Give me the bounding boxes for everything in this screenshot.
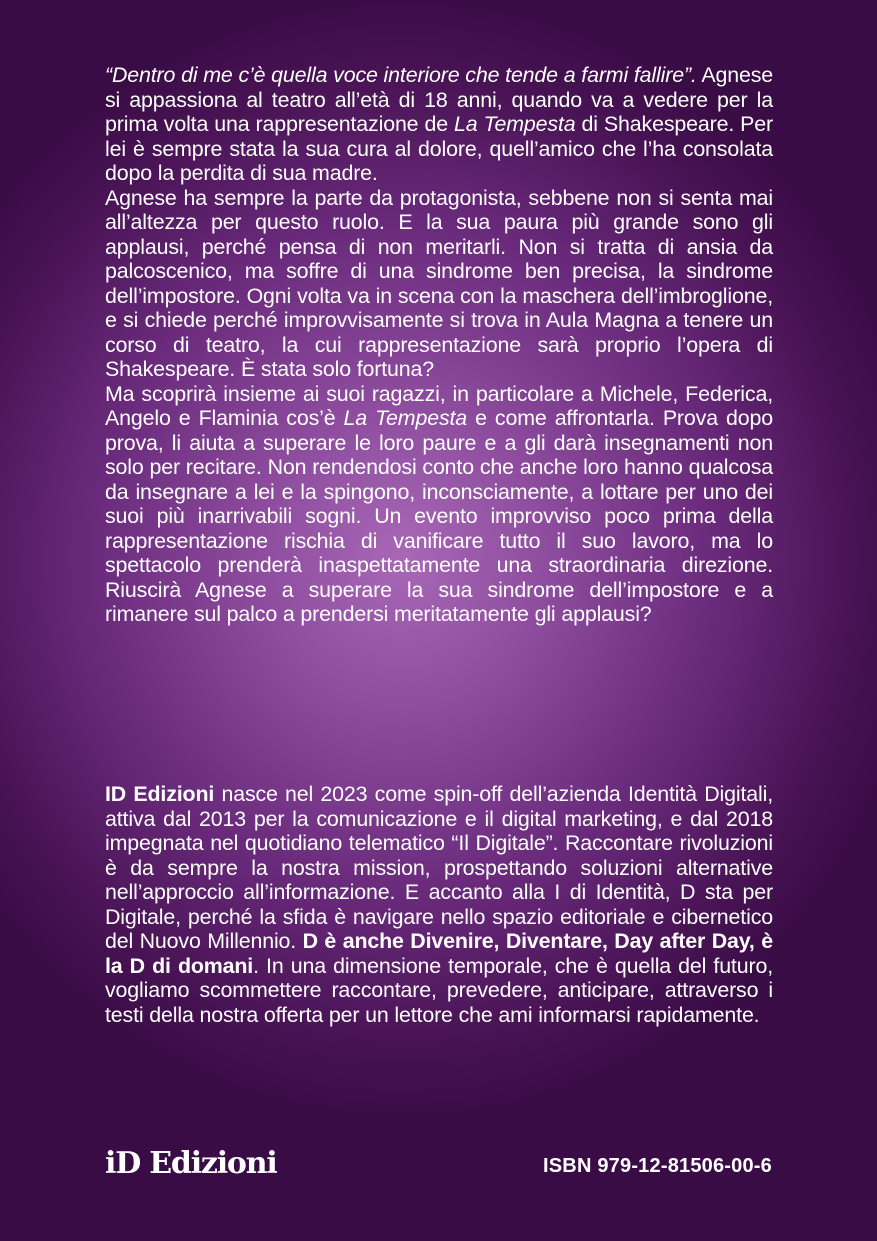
publisher-name: ID Edizioni bbox=[105, 782, 215, 806]
synopsis-text: di Shakespeare. Per lei è sempre stata la sua cura al dolore, quell’amico che l’ha consolata dopo la perdita di sua madre. bbox=[105, 112, 774, 185]
synopsis-paragraph-1 bbox=[105, 63, 773, 186]
publisher-text: nasce nel 2023 come spin-off dell’azienda Identità Digitali, attiva dal 2013 per la comunicazione e il digital marketing, e dal 2018 impegnata nel quotidiano telematico “Il Digitale”. Raccontare rivoluzioni è da sempre la nostra mission, prospettando soluzioni alternative nell’approccio all’informazione. E accanto alla I di Identità, D sta per Digitale, perché la sfida è navigare nello spazio editoriale e cibernetico del Nuovo Millennio. bbox=[105, 782, 773, 953]
publisher-text: . In una dimensione temporale, che è quella del futuro, vogliamo scommettere raccontare, prevedere, anticipare, attraverso i testi della nostra offerta per un lettore che ami informarsi rapidamente. bbox=[105, 953, 773, 1027]
synopsis-paragraph-3 bbox=[105, 382, 773, 627]
isbn-code: ISBN 979-12-81506-00-6 bbox=[543, 1155, 772, 1177]
publisher-motto: D è anche Divenire, Diventare, Day after Day, è la D di domani bbox=[105, 929, 773, 978]
synopsis-text: e come affrontarla. Prova dopo prova, li aiuta a superare le loro paure e a gli darà insegnamenti non solo per recitare. Non rendendosi conto che anche loro hanno qualcosa da insegnare a lei e la spingono, inconsciamente, a lottare per uno dei suoi più inarrivabili sogni. Un evento improvviso poco prima della rappresentazione rischia di vanificare tutto il suo lavoro, ma lo spettacolo prenderà inaspettatamente una straordinaria direzione. Riuscirà Agnese a superare la sua sindrome dell’impostore e a rimanere sul palco a prendersi meritatamente gli applausi? bbox=[105, 406, 773, 626]
synopsis-blurb bbox=[105, 63, 773, 627]
synopsis-text: Agnese si appassiona al teatro all’età di 18 anni, quando va a vedere per la prima volta una rappresentazione de bbox=[105, 63, 773, 136]
publisher-logo: iD Edizioni bbox=[105, 1146, 277, 1181]
opening-quote: “Dentro di me c’è quella voce interiore che tende a farmi fallire”. bbox=[105, 63, 697, 87]
synopsis-paragraph-2: Agnese ha sempre la parte da protagonista, sebbene non si senta mai all’altezza per questo ruolo. E la sua paura più grande sono gli applausi, perché pensa di non meritarli. Non si tratta di ansia da palcoscenico, ma soffre di una sindrome ben precisa, la sindrome dell’impostore. Ogni volta va in scena con la maschera dell’imbroglione, e si chiede perché improvvisamente si trova in Aula Magna a tenere un corso di teatro, la cui rappresentazione sarà proprio l’opera di Shakespeare. È stata solo fortuna? bbox=[105, 185, 773, 381]
book-title-reference: La Tempesta bbox=[454, 112, 576, 136]
publisher-blurb bbox=[105, 782, 773, 1027]
publisher-paragraph bbox=[105, 782, 773, 1027]
synopsis-text: Ma scoprirà insieme ai suoi ragazzi, in particolare a Michele, Federica, Angelo e Flaminia cos’è bbox=[105, 381, 773, 430]
book-title-reference: La Tempesta bbox=[343, 406, 468, 430]
